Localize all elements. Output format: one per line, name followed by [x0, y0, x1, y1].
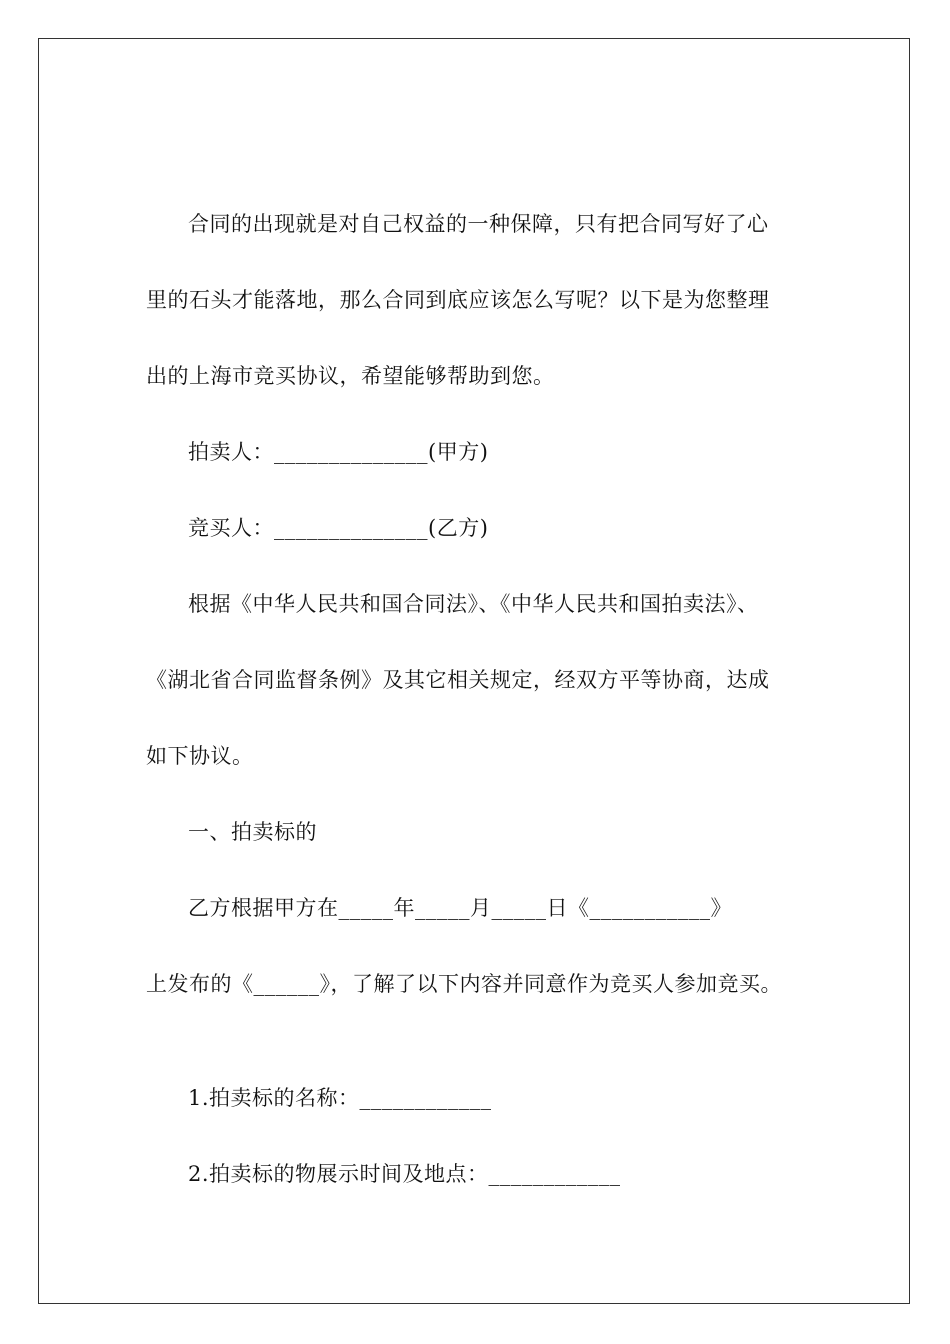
intro-paragraph-line-2: 里的石头才能落地，那么合同到底应该怎么写呢？以下是为您整理 — [146, 288, 770, 312]
bidder-line: 竞买人：______________(乙方) — [188, 516, 489, 540]
item-2-display-time-place: 2.拍卖标的物展示时间及地点：____________ — [188, 1162, 621, 1186]
spacer — [146, 1032, 826, 1070]
subject-paragraph-line-1: 乙方根据甲方在_____年_____月_____日《___________》 — [188, 896, 732, 920]
document-body — [146, 196, 826, 1222]
section-heading-auction-subject: 一、拍卖标的 — [188, 820, 317, 844]
subject-paragraph-line-2: 上发布的《______》，了解了以下内容并同意作为竞买人参加竞买。 — [146, 972, 782, 996]
legal-basis-line-1: 根据《中华人民共和国合同法》、《中华人民共和国拍卖法》、 — [188, 592, 759, 616]
intro-paragraph-line-3: 出的上海市竞买协议，希望能够帮助到您。 — [146, 364, 555, 388]
legal-basis-line-3: 如下协议。 — [146, 744, 254, 768]
item-1-subject-name: 1.拍卖标的名称：____________ — [188, 1086, 492, 1110]
legal-basis-line-2: 《湖北省合同监督条例》及其它相关规定，经双方平等协商，达成 — [146, 668, 770, 692]
intro-paragraph-line-1: 合同的出现就是对自己权益的一种保障，只有把合同写好了心 — [188, 212, 769, 236]
auctioneer-line: 拍卖人：______________(甲方) — [188, 440, 489, 464]
